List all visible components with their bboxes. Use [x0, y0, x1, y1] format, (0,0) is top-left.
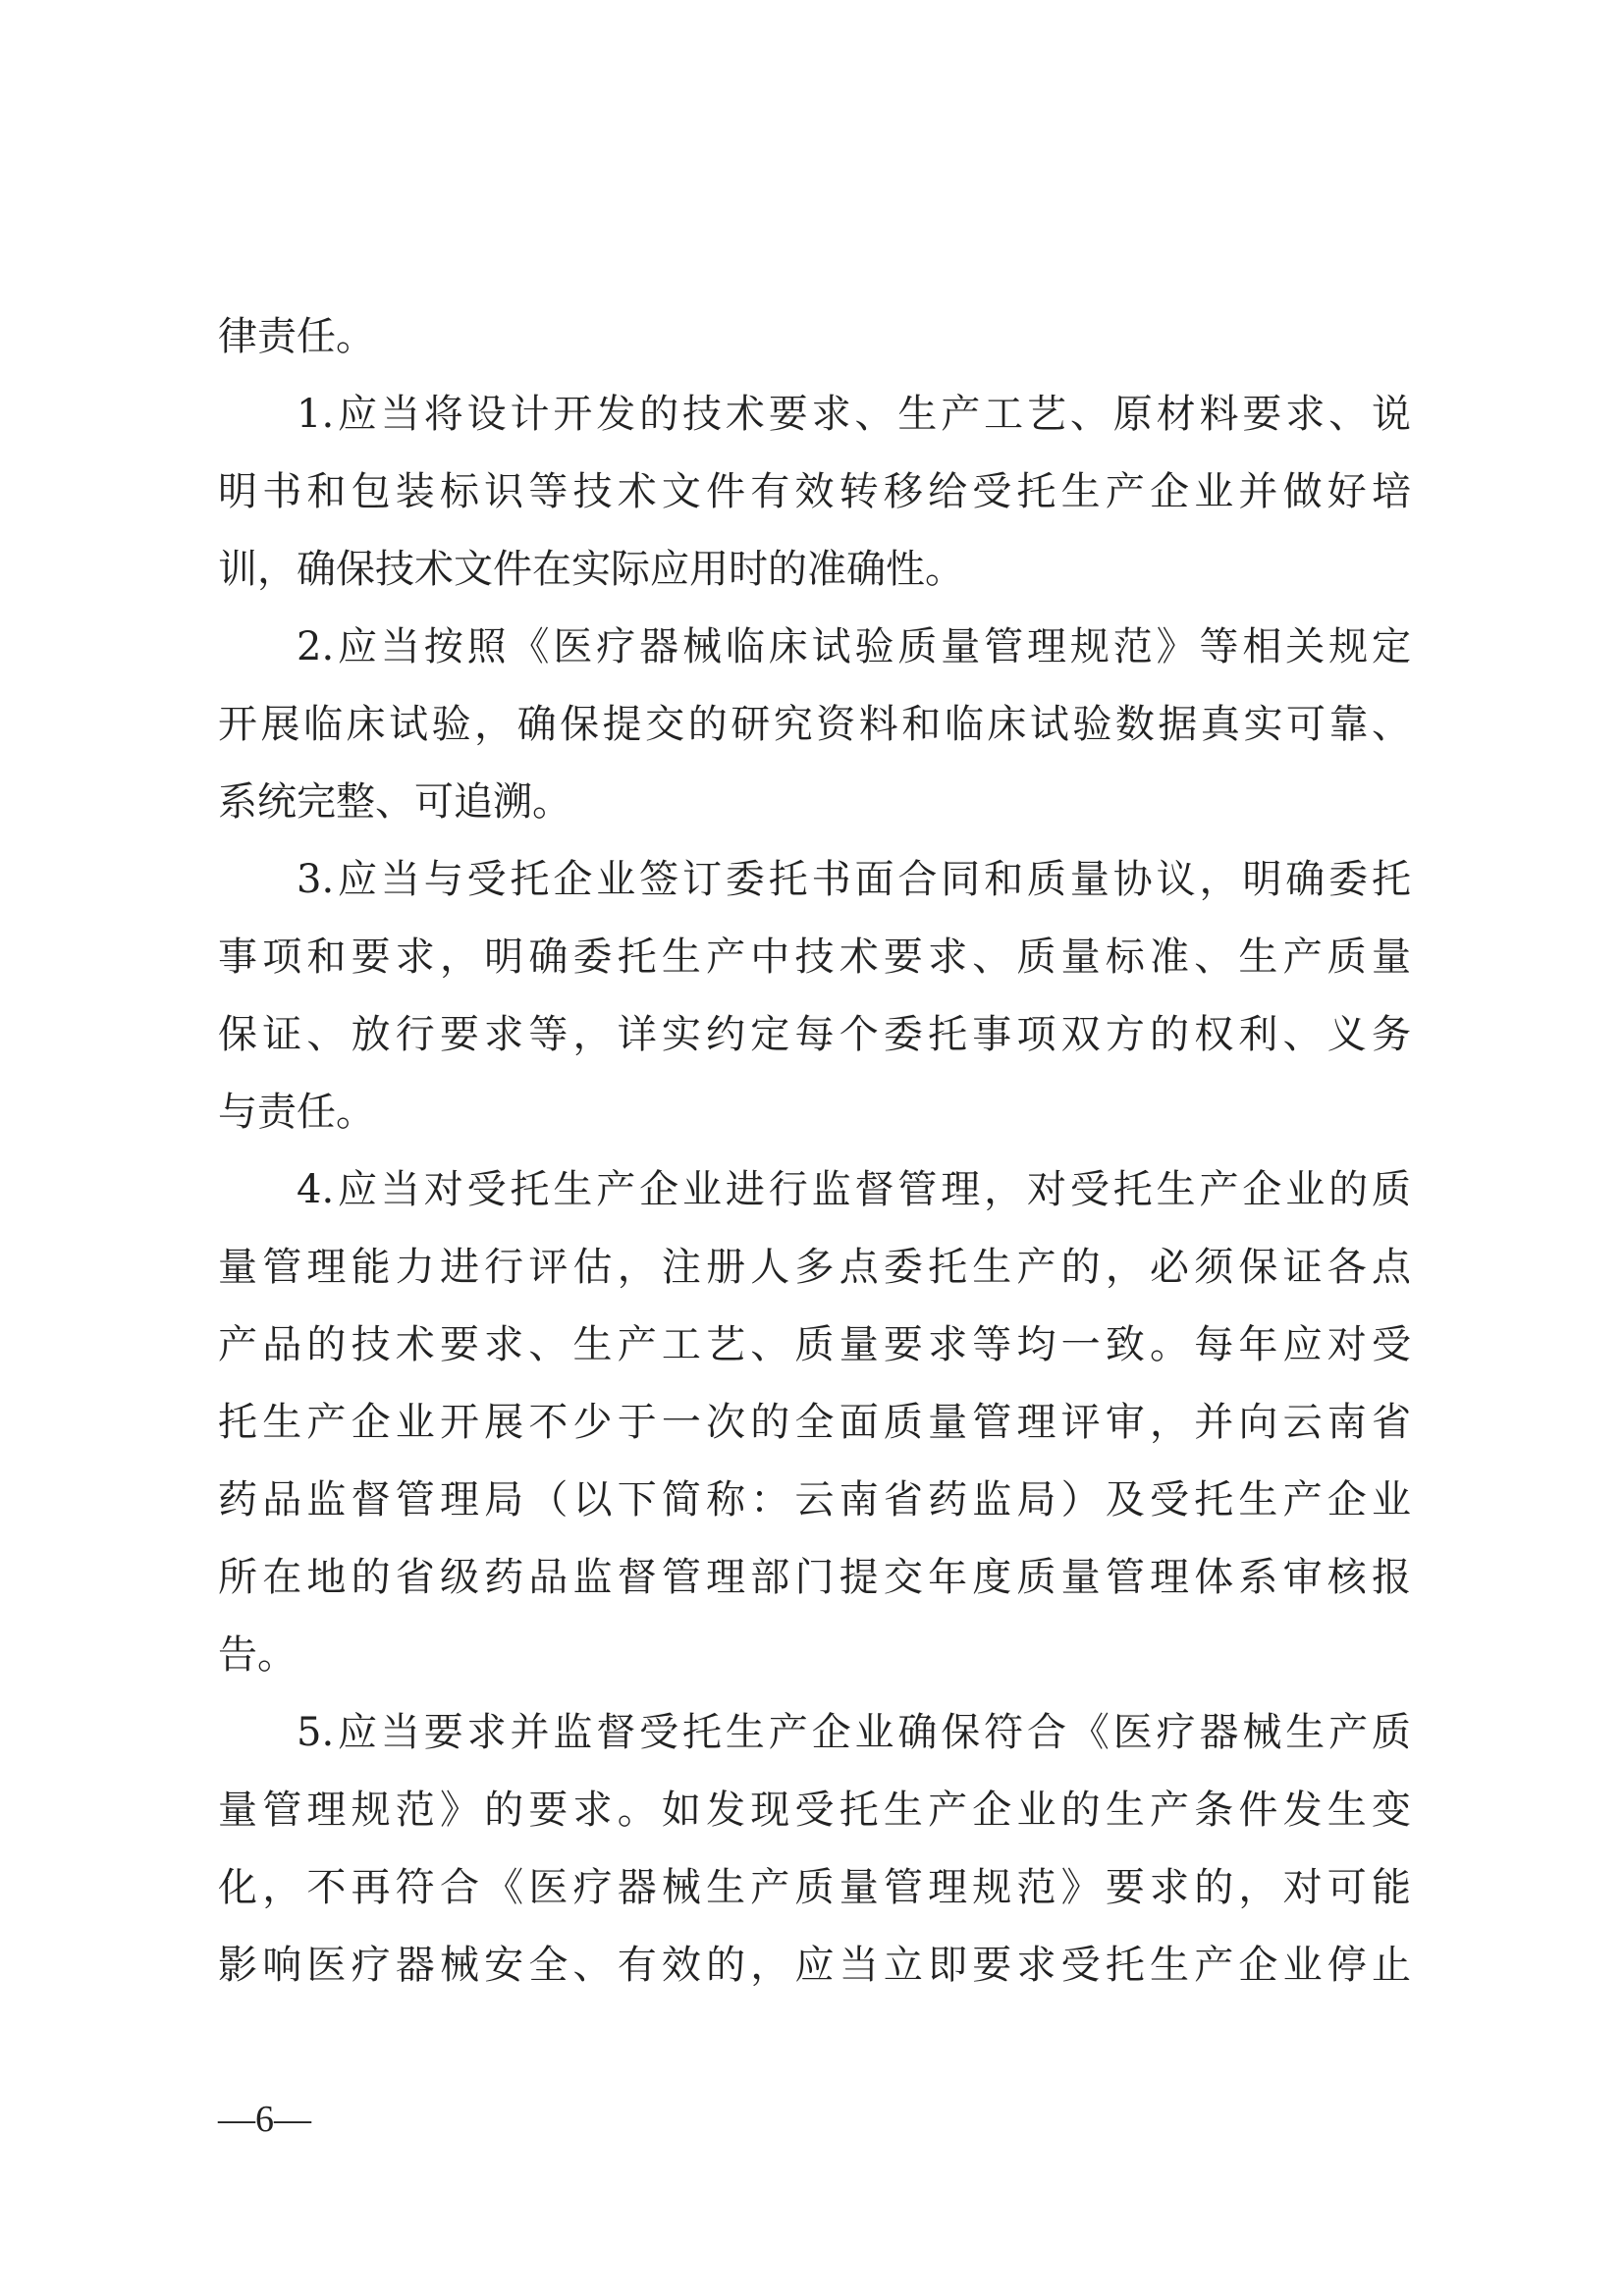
text-line: 药品监督管理局（以下简称：云南省药监局）及受托生产企业	[218, 1477, 1411, 1522]
text-line: 3.应当与受托企业签订委托书面合同和质量协议，明确委托	[297, 857, 1411, 902]
text-line: 开展临床试验，确保提交的研究资料和临床试验数据真实可靠、	[218, 702, 1411, 747]
text-line: 保证、放行要求等，详实约定每个委托事项双方的权利、义务	[218, 1012, 1411, 1057]
text-line: 量管理能力进行评估，注册人多点委托生产的，必须保证各点	[218, 1245, 1411, 1290]
text-line: 告。	[218, 1632, 297, 1678]
text-line: 明书和包装标识等技术文件有效转移给受托生产企业并做好培	[218, 469, 1411, 514]
text-line: 事项和要求，明确委托生产中技术要求、质量标准、生产质量	[218, 934, 1411, 980]
body-text	[218, 298, 1411, 2004]
text-line: 托生产企业开展不少于一次的全面质量管理评审，并向云南省	[218, 1400, 1411, 1445]
page-number: —6—	[218, 2099, 311, 2140]
text-line: 5.应当要求并监督受托生产企业确保符合《医疗器械生产质	[297, 1710, 1411, 1755]
text-line: 所在地的省级药品监督管理部门提交年度质量管理体系审核报	[218, 1555, 1411, 1600]
text-line: 律责任。	[218, 314, 375, 359]
text-line: 产品的技术要求、生产工艺、质量要求等均一致。每年应对受	[218, 1322, 1411, 1367]
text-line: 化，不再符合《医疗器械生产质量管理规范》要求的，对可能	[218, 1865, 1411, 1910]
text-line: 与责任。	[218, 1090, 375, 1135]
text-line: 4.应当对受托生产企业进行监督管理，对受托生产企业的质	[297, 1167, 1411, 1212]
text-line: 训，确保技术文件在实际应用时的准确性。	[218, 547, 964, 592]
text-line: 系统完整、可追溯。	[218, 779, 571, 825]
text-line: 量管理规范》的要求。如发现受托生产企业的生产条件发生变	[218, 1788, 1411, 1833]
text-line: 2.应当按照《医疗器械临床试验质量管理规范》等相关规定	[297, 624, 1411, 669]
text-line: 影响医疗器械安全、有效的，应当立即要求受托生产企业停止	[218, 1943, 1411, 1988]
text-line: 1.应当将设计开发的技术要求、生产工艺、原材料要求、说	[297, 392, 1411, 437]
